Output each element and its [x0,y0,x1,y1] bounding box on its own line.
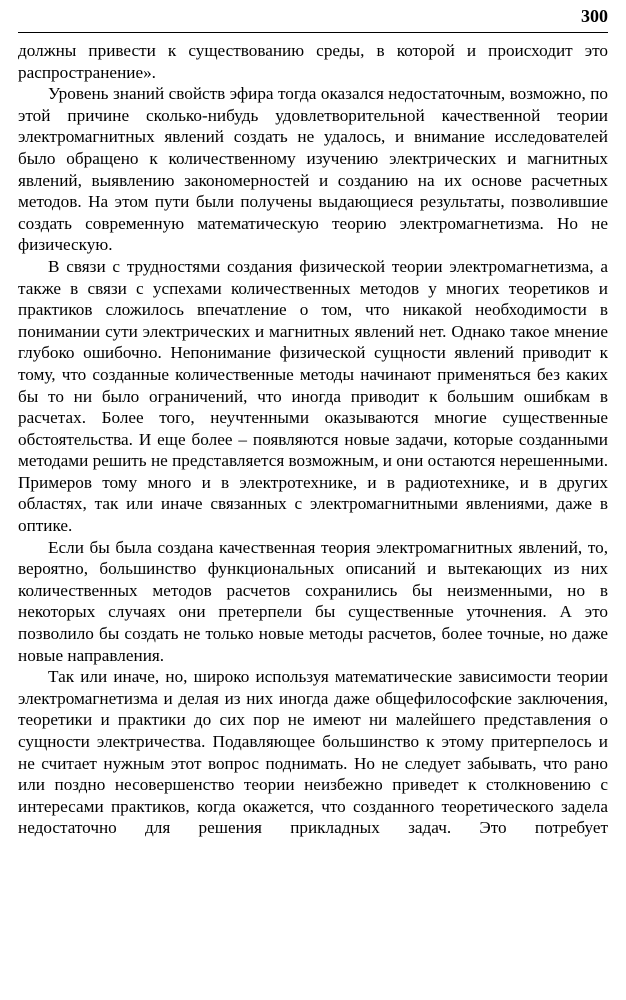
paragraph: Уровень знаний свойств эфира тогда оказался недостаточным, возможно, по этой причине сколько-нибудь удовлетворительной качественной теории электромагнитных явлений создать не удалось, и внимание исследователей было обращено к количественному изучению электрических и магнитных явлений, выявлению закономерностей и созданию на их основе расчетных методов. На этом пути были получены выдающиеся результаты, позволившие создать современную математическую теорию электромагнетизма. Но не физическую. [18,84,608,255]
paragraph: В связи с трудностями создания физической теории электромагнетизма, а также в связи с успехами количественных методов у многих теоретиков и практиков сложилось впечатление о том, что никакой необходимости в понимании сути электрических и магнитных явлений нет. Однако такое мнение глубоко ошибочно. Непонимание физической сущности явлений приводит к тому, что созданные количественные методы начинают применяться без каких бы то ни было ограничений, что иногда приводит к большим ошибкам в расчетах. Более того, неучтенными оказываются многие существенные обстоятельства. И еще более – появляются новые задачи, которые созданными методами решить не представляется возможным, и они остаются нерешенными. Примеров тому много и в электротехнике, и в радиотехнике, и в других областях, так или иначе связанных с электромагнитными явлениями, даже в оптике. [18,256,608,536]
paragraph: Так или иначе, но, широко используя математические зависимости теории электромагнетизма и делая из них иногда даже общефилософские заключения, теоретики и практики до сих пор не имеют ни малейшего представления о сущности электричества. Подавляющее большинство к этому притерпелось и не считает нужным этот вопрос поднимать. Но не следует забывать, что рано или поздно несовершенство теории неизбежно приведет к столкновению с интересами практиков, когда окажется, что созданного теоретического задела недостаточно для решения прикладных задач. Это потребует [18,667,608,838]
body-text [18,40,608,839]
page-number: 300 [581,6,608,26]
header-rule [18,32,608,33]
paragraph: Если бы была создана качественная теория электромагнитных явлений, то, вероятно, большинство функциональных описаний и вытекающих из них количественных методов расчетов сохранились бы неизменными, но в некоторых случаях они претерпели бы существенные уточнения. А это позволило бы создать не только новые методы расчетов, более точные, но даже новые направления. [18,537,608,665]
paragraph: должны привести к существованию среды, в которой и происходит это распространение». [18,41,608,82]
